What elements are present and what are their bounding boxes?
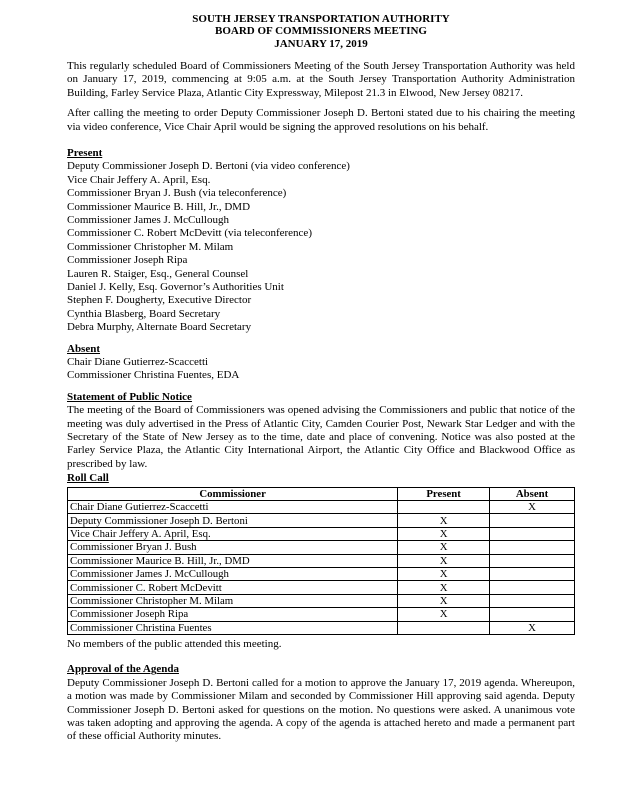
row-absent-cell [490, 568, 575, 581]
present-list-item: Commissioner Joseph Ripa [67, 254, 188, 267]
header-present: Present [398, 487, 490, 500]
row-present-cell: X [398, 541, 490, 554]
present-list-item: Daniel J. Kelly, Esq. Governor’s Authorities Unit [67, 280, 284, 293]
roll-call-title: Roll Call [67, 472, 109, 485]
table-row [68, 554, 575, 567]
present-list-item: Deputy Commissioner Joseph D. Bertoni (via video conference) [67, 160, 350, 173]
table-row [68, 541, 575, 554]
document-header [67, 13, 575, 50]
table-row [68, 568, 575, 581]
row-present-cell: X [398, 527, 490, 540]
row-commissioner-cell: Deputy Commissioner Joseph D. Bertoni [68, 514, 398, 527]
row-present-cell: X [398, 554, 490, 567]
row-absent-cell: X [490, 501, 575, 514]
absent-list-item: Chair Diane Gutierrez-Scaccetti [67, 356, 209, 369]
roll-call-header-row [68, 487, 575, 500]
row-commissioner-cell: Commissioner Christina Fuentes [68, 621, 398, 634]
row-absent-cell [490, 594, 575, 607]
present-section [67, 147, 575, 335]
row-commissioner-cell: Commissioner Christopher M. Milam [68, 594, 398, 607]
public-notice-text: The meeting of the Board of Commissioners was opened advising the Commissioners and public that notice of the meeting was duly advertised in the Press of Atlantic City, Camden Courier Post, Newark Star Ledger and with the Secretary of the State of New Jersey as to the time, date and place of convening. Notice was also posted at the Farley Service Plaza, the Atlantic City International Airport, the Atlantic City Office and Blackwood Office as prescribed by law. [67, 404, 575, 470]
row-commissioner-cell: Commissioner James J. McCullough [68, 568, 398, 581]
present-list-item: Commissioner Bryan J. Bush (via teleconference) [67, 187, 287, 200]
present-list-item: Cynthia Blasberg, Board Secretary [67, 307, 221, 320]
present-list-item: Commissioner James J. McCullough [67, 213, 229, 226]
table-row [68, 501, 575, 514]
row-commissioner-cell: Chair Diane Gutierrez-Scaccetti [68, 501, 398, 514]
row-commissioner-cell: Commissioner Joseph Ripa [68, 608, 398, 621]
absent-list-item: Commissioner Christina Fuentes, EDA [67, 369, 240, 382]
row-present-cell [398, 501, 490, 514]
row-commissioner-cell: Commissioner C. Robert McDevitt [68, 581, 398, 594]
present-title: Present [67, 146, 103, 159]
header-absent: Absent [490, 487, 575, 500]
row-present-cell: X [398, 594, 490, 607]
absent-title: Absent [67, 342, 101, 355]
row-absent-cell: X [490, 621, 575, 634]
present-list-item: Commissioner Maurice B. Hill, Jr., DMD [67, 200, 251, 213]
roll-call-note: No members of the public attended this meeting. [67, 637, 282, 650]
present-list-item: Lauren R. Staiger, Esq., General Counsel [67, 267, 249, 280]
row-present-cell: X [398, 581, 490, 594]
header-commissioner: Commissioner [68, 487, 398, 500]
header-meeting: BOARD OF COMMISSIONERS MEETING [215, 25, 427, 38]
row-absent-cell [490, 554, 575, 567]
header-authority: SOUTH JERSEY TRANSPORTATION AUTHORITY [192, 13, 450, 25]
row-commissioner-cell: Commissioner Maurice B. Hill, Jr., DMD [68, 554, 398, 567]
agenda-text: Deputy Commissioner Joseph D. Bertoni called for a motion to approve the January 17, 2019 agenda. Whereupon, a motion was made by Commissioner Milam and seconded by Commissioner Hill approving said agenda. Deputy Commissioner Joseph D. Bertoni asked for questions on the motion. No questions were asked. A unanimous vote was taken adopting and approving the agenda. A copy of the agenda is attached hereto and made a permanent part of these official Authority minutes. [67, 676, 575, 743]
row-absent-cell [490, 514, 575, 527]
roll-call-section [67, 472, 575, 651]
absent-list [67, 356, 575, 383]
agenda-section [67, 663, 575, 743]
present-list-item: Commissioner C. Robert McDevitt (via teleconference) [67, 227, 312, 240]
row-absent-cell [490, 608, 575, 621]
public-notice-section [67, 391, 575, 471]
row-commissioner-cell: Commissioner Bryan J. Bush [68, 541, 398, 554]
call-to-order-paragraph: After calling the meeting to order Deputy Commissioner Joseph D. Bertoni stated due to his chairing the meeting via video conference, Vice Chair April would be signing the approved resolutions on his behalf. [67, 107, 575, 133]
table-row [68, 594, 575, 607]
row-commissioner-cell: Vice Chair Jeffery A. April, Esq. [68, 527, 398, 540]
absent-section [67, 343, 575, 383]
minutes-page [67, 13, 575, 744]
table-row [68, 621, 575, 634]
row-present-cell [398, 621, 490, 634]
present-list-item: Debra Murphy, Alternate Board Secretary [67, 321, 252, 334]
table-row [68, 581, 575, 594]
present-list [67, 160, 575, 334]
intro-paragraph: This regularly scheduled Board of Commissioners Meeting of the South Jersey Transportation Authority was held on January 17, 2019, commencing at 9:05 a.m. at the South Jersey Transportation Authority Administration Building, Farley Service Plaza, Atlantic City Expressway, Milepost 21.3 in Elwood, New Jersey 08217. [67, 59, 575, 99]
row-present-cell: X [398, 608, 490, 621]
agenda-title: Approval of the Agenda [67, 663, 179, 676]
roll-call-table [67, 487, 575, 635]
public-notice-title: Statement of Public Notice [67, 390, 192, 403]
row-absent-cell [490, 527, 575, 540]
header-date: JANUARY 17, 2019 [274, 37, 368, 50]
row-absent-cell [490, 541, 575, 554]
table-row [68, 608, 575, 621]
row-present-cell: X [398, 514, 490, 527]
row-absent-cell [490, 581, 575, 594]
present-list-item: Commissioner Christopher M. Milam [67, 240, 234, 253]
roll-call-body [68, 501, 575, 635]
present-list-item: Stephen F. Dougherty, Executive Director [67, 294, 252, 307]
table-row [68, 514, 575, 527]
present-list-item: Vice Chair Jeffery A. April, Esq. [67, 173, 211, 186]
table-row [68, 527, 575, 540]
row-present-cell: X [398, 568, 490, 581]
